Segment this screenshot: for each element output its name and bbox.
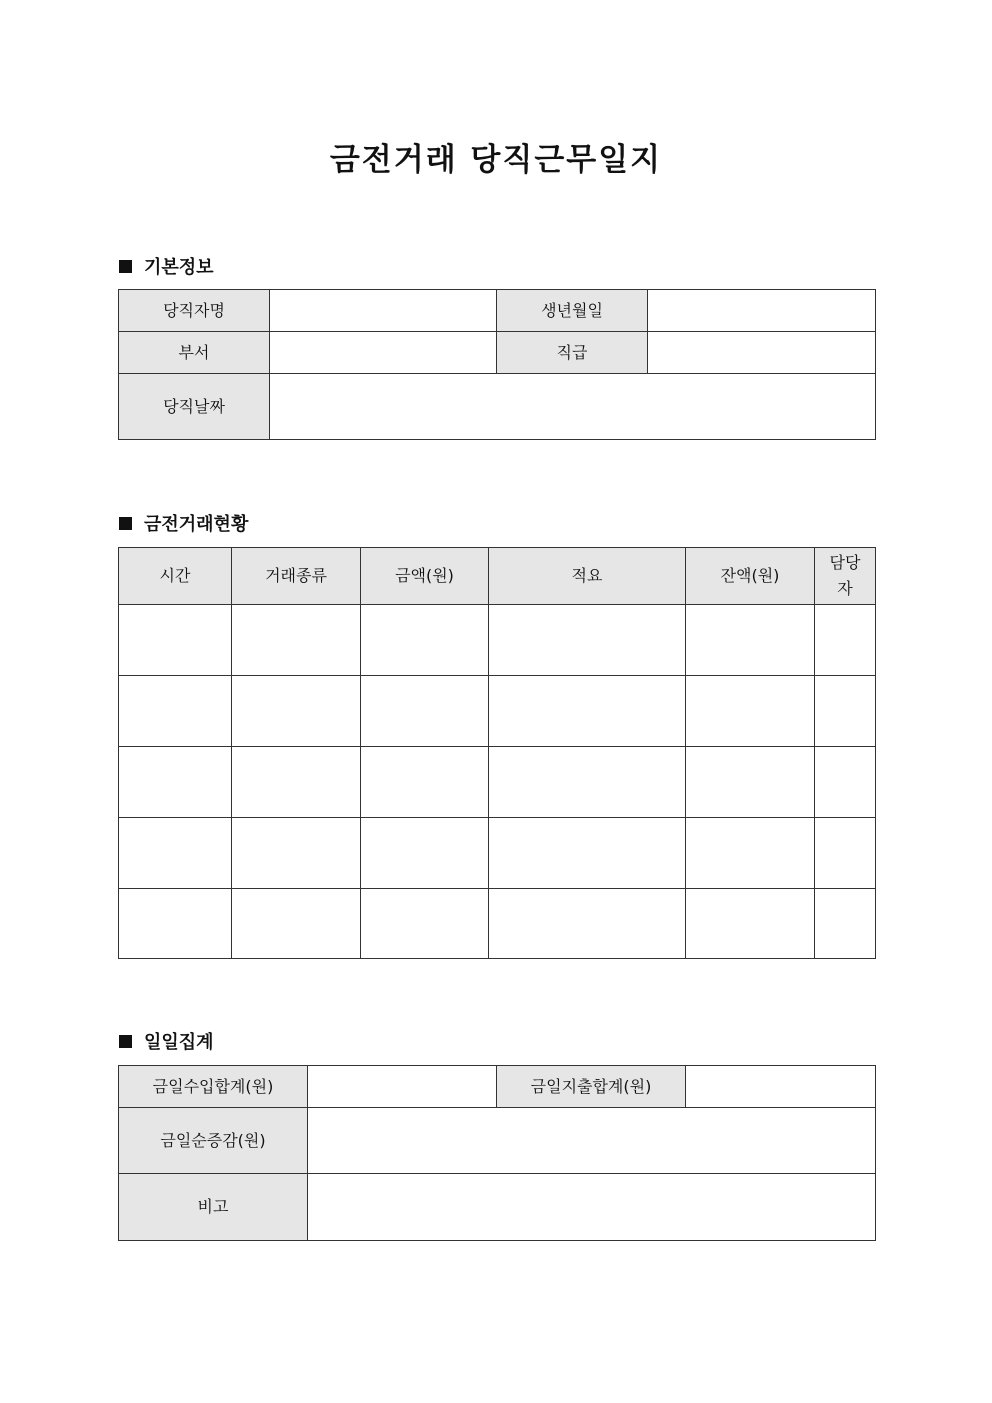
square-bullet-icon [119, 517, 132, 530]
column-header-manager: 담당자 [815, 548, 876, 605]
table-cell[interactable] [489, 605, 686, 676]
column-header-memo: 적요 [489, 548, 686, 605]
table-cell[interactable] [686, 747, 815, 818]
page-title: 금전거래 당직근무일지 [329, 142, 663, 178]
transactions-table [118, 547, 876, 959]
name-field[interactable] [270, 290, 497, 332]
table-cell[interactable] [232, 889, 361, 959]
date-field[interactable] [270, 374, 876, 440]
table-cell[interactable] [686, 818, 815, 889]
dept-label: 부서 [119, 332, 270, 374]
section-heading-basic-info [119, 253, 214, 279]
table-cell[interactable] [119, 889, 232, 959]
expense-label: 금일지출합계(원) [497, 1066, 686, 1108]
table-cell[interactable] [361, 889, 489, 959]
birth-label: 생년월일 [497, 290, 648, 332]
table-cell[interactable] [119, 605, 232, 676]
table-cell[interactable] [815, 747, 876, 818]
table-cell[interactable] [232, 818, 361, 889]
remarks-label: 비고 [119, 1174, 308, 1241]
table-row [119, 747, 876, 818]
square-bullet-icon [119, 260, 132, 273]
rank-label: 직급 [497, 332, 648, 374]
section-heading-label: 금전거래현황 [144, 514, 249, 535]
income-label: 금일수입합계(원) [119, 1066, 308, 1108]
expense-field[interactable] [686, 1066, 876, 1108]
square-bullet-icon [119, 1035, 132, 1048]
table-cell[interactable] [686, 605, 815, 676]
table-cell[interactable] [232, 605, 361, 676]
section-heading-label: 일일집계 [144, 1032, 214, 1053]
column-header-type: 거래종류 [232, 548, 361, 605]
section-heading-label: 기본정보 [144, 257, 214, 278]
daily-summary-table [118, 1065, 876, 1241]
table-cell[interactable] [361, 747, 489, 818]
column-header-time: 시간 [119, 548, 232, 605]
table-cell[interactable] [489, 889, 686, 959]
table-cell[interactable] [489, 676, 686, 747]
table-cell[interactable] [361, 605, 489, 676]
table-cell[interactable] [815, 818, 876, 889]
table-cell[interactable] [815, 889, 876, 959]
table-cell[interactable] [489, 818, 686, 889]
table-cell[interactable] [686, 889, 815, 959]
section-heading-daily-summary [119, 1028, 214, 1054]
table-cell[interactable] [232, 676, 361, 747]
table-cell[interactable] [361, 818, 489, 889]
basic-info-table [118, 289, 876, 440]
table-row [119, 676, 876, 747]
column-header-balance: 잔액(원) [686, 548, 815, 605]
name-label: 당직자명 [119, 290, 270, 332]
table-row [119, 889, 876, 959]
income-field[interactable] [308, 1066, 497, 1108]
table-cell[interactable] [489, 747, 686, 818]
table-cell[interactable] [232, 747, 361, 818]
section-heading-transactions [119, 510, 248, 536]
dept-field[interactable] [270, 332, 497, 374]
table-cell[interactable] [686, 676, 815, 747]
column-header-amount: 금액(원) [361, 548, 489, 605]
net-change-label: 금일순증감(원) [119, 1108, 308, 1174]
table-cell[interactable] [815, 676, 876, 747]
table-cell[interactable] [361, 676, 489, 747]
table-row [119, 818, 876, 889]
table-row [119, 605, 876, 676]
table-cell[interactable] [119, 747, 232, 818]
remarks-field[interactable] [308, 1174, 876, 1241]
rank-field[interactable] [648, 332, 876, 374]
birth-field[interactable] [648, 290, 876, 332]
net-change-field[interactable] [308, 1108, 876, 1174]
table-cell[interactable] [119, 818, 232, 889]
table-cell[interactable] [119, 676, 232, 747]
date-label: 당직날짜 [119, 374, 270, 440]
table-cell[interactable] [815, 605, 876, 676]
